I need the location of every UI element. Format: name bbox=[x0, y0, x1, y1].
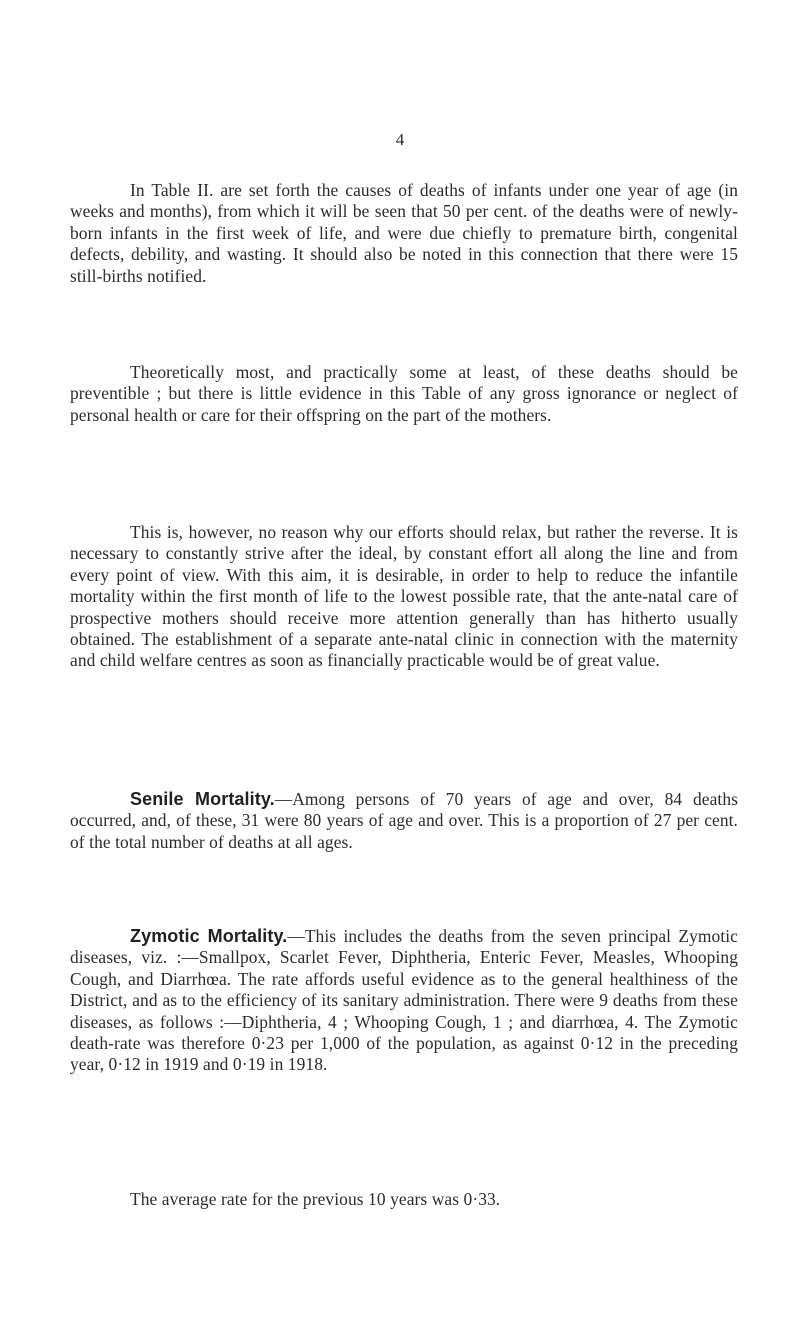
senile-mortality-body: —Among persons of 70 years of age and over, 84 deaths occurred, and, of these, 31 were 80 years of age and over. This is a proportion of 27 per cent. of the total number of deaths at all ages. bbox=[70, 789, 738, 852]
paragraph-zymotic-mortality bbox=[70, 926, 738, 1076]
senile-mortality-heading: Senile Mortality. bbox=[130, 789, 275, 809]
paragraph-ante-natal-care: This is, however, no reason why our efforts should relax, but rather the reverse. It is necessary to constantly strive after the ideal, by constant effort all along the line and from every point of view. With this aim, it is desirable, in order to help to reduce the infantile mortality within the first month of life to the lowest possible rate, that the ante-natal care of prospective mothers should receive more attention generally than has hitherto usually obtained. The establishment of a separate ante-natal clinic in connection with the maternity and child welfare centres as soon as financially practicable would be of great value. bbox=[70, 522, 738, 671]
zymotic-mortality-body: —This includes the deaths from the seven principal Zymotic diseases, viz. :—Smallpox, Scarlet Fever, Diphtheria, Enteric Fever, Measles, Whooping Cough, and Diarrhœa. The rate affords useful evidence as to the general healthiness of the District, and as to the efficiency of its sanitary administration. There were 9 deaths from these diseases, as follows :—Diphtheria, 4 ; Whooping Cough, 1 ; and diarrhœa, 4. The Zymotic death-rate was therefore 0·23 per 1,000 of the population, as against 0·12 in the preceding year, 0·12 in 1919 and 0·19 in 1918. bbox=[70, 926, 739, 1075]
page-number: 4 bbox=[395, 130, 405, 149]
paragraph-infant-deaths: In Table II. are set forth the causes of deaths of infants under one year of age (in weeks and months), from which it will be seen that 50 per cent. of the deaths were of newly-born infants in the first week of life, and were due chiefly to premature birth, congenital defects, debility, and wasting. It should also be noted in this connection that there were 15 still-births notified. bbox=[70, 180, 738, 286]
paragraph-average-rate: The average rate for the previous 10 years was 0·33. bbox=[130, 1189, 501, 1209]
zymotic-mortality-heading: Zymotic Mortality. bbox=[130, 926, 288, 946]
paragraph-preventible-deaths: Theoretically most, and practically some at least, of these deaths should be preventible ; but there is little evidence in this Table of any gross ignorance or neglect of personal health or care for their offspring on the part of the mothers. bbox=[70, 362, 738, 425]
paragraph-senile-mortality bbox=[70, 789, 738, 853]
